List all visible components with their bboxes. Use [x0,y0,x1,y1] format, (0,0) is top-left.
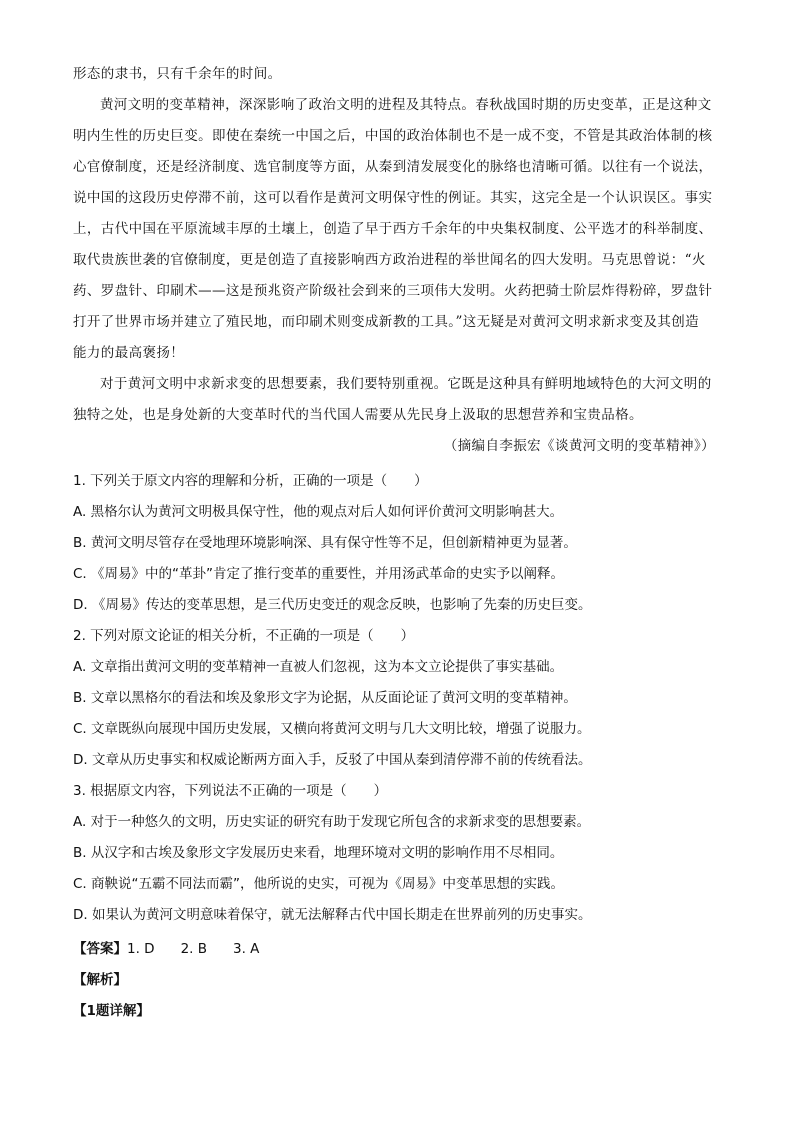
question-stem: 2. 下列对原文论证的相关分析，不正确的一项是（ ） [73,628,415,644]
passage-line: 明内生性的历史巨变。即使在秦统一中国之后，中国的政治体制也不是一成不变，不管是其政治体制的核 [73,128,713,144]
question-option: B. 黄河文明尽管存在受地理环境影响深、具有保守性等不足，但创新精神更为显著。 [73,535,577,551]
passage-line: 能力的最高褒扬！ [73,345,185,361]
answer-item: 1. D [127,941,155,957]
question-option: D. 如果认为黄河文明意味着保守，就无法解释古代中国长期走在世界前列的历史事实。 [73,907,592,923]
analysis-label: 【解析】 [73,972,127,988]
passage-line: 药、罗盘针、印刷术——这是预兆资产阶级社会到来的三项伟大发明。火药把骑士阶层炸得粉碎，罗盘针 [73,283,713,299]
question-option: D. 《周易》传达的变革思想，是三代历史变迁的观念反映，也影响了先秦的历史巨变。 [73,597,592,613]
passage-line: 打开了世界市场并建立了殖民地，而印刷术则变成新教的工具。”这无疑是对黄河文明求新求变及其创造 [73,314,700,330]
passage-line: 说中国的这段历史停滞不前，这可以看作是黄河文明保守性的例证。其实，这完全是一个认识误区。事实 [73,190,713,206]
passage-line: 取代贵族世袭的官僚制度，更是创造了直接影响西方政治进程的举世闻名的四大发明。马克思曾说：“火 [73,252,706,268]
question-option: A. 黑格尔认为黄河文明极具保守性，他的观点对后人如何评价黄河文明影响甚大。 [73,504,564,520]
passage-line: 心官僚制度，还是经济制度、选官制度等方面，从秦到清发展变化的脉络也清晰可循。以往有一个说法， [73,159,713,175]
passage-line: 黄河文明的变革精神，深深影响了政治文明的进程及其特点。春秋战国时期的历史变革，正是这种文 [100,97,712,113]
passage-line: 独特之处，也是身处新的大变革时代的当代国人需要从先民身上汲取的思想营养和宝贵品格。 [73,407,643,423]
question-stem: 3. 根据原文内容，下列说法不正确的一项是（ ） [73,783,388,799]
question-option: A. 文章指出黄河文明的变革精神一直被人们忽视，这为本文立论提供了事实基础。 [73,659,564,675]
passage-line: 对于黄河文明中求新求变的思想要素，我们要特别重视。它既是这种具有鲜明地域特色的大河文明的 [100,376,712,392]
question-option: C. 《周易》中的“革卦”肯定了推行变革的重要性，并用汤武革命的史实予以阐释。 [73,566,564,582]
question-option: B. 从汉字和古埃及象形文字发展历史来看，地理环境对文明的影响作用不尽相同。 [73,845,564,861]
question-option: D. 文章从历史事实和权威论断两方面入手，反驳了中国从秦到清停滞不前的传统看法。 [73,752,592,768]
question-option: A. 对于一种悠久的文明，历史实证的研究有助于发现它所包含的求新求变的思想要素。 [73,814,591,830]
passage-line: 上，古代中国在平原流域丰厚的土壤上，创造了早于西方千余年的中央集权制度、公平选才的科举制度、 [73,221,713,237]
answer-item: 2. B [180,941,208,957]
passage-source: （摘编自李振宏《谈黄河文明的变革精神》） [443,438,715,454]
answer-line [73,939,285,959]
question-option: C. 文章既纵向展现中国历史发展，又横向将黄河文明与几大文明比较，增强了说服力。 [73,721,591,737]
question-option: B. 文章以黑格尔的看法和埃及象形文字为论据，从反面论证了黄河文明的变革精神。 [73,690,577,706]
answer-label: 【答案】 [73,941,127,957]
passage-line: 形态的隶书，只有千余年的时间。 [73,66,282,82]
question-stem: 1. 下列关于原文内容的理解和分析，正确的一项是（ ） [73,473,428,489]
question-option: C. 商鞅说“五霸不同法而霸”，他所说的史实，可视为《周易》中变革思想的实践。 [73,876,564,892]
answer-item: 3. A [233,941,260,957]
detail-label: 【1题详解】 [73,1003,150,1019]
